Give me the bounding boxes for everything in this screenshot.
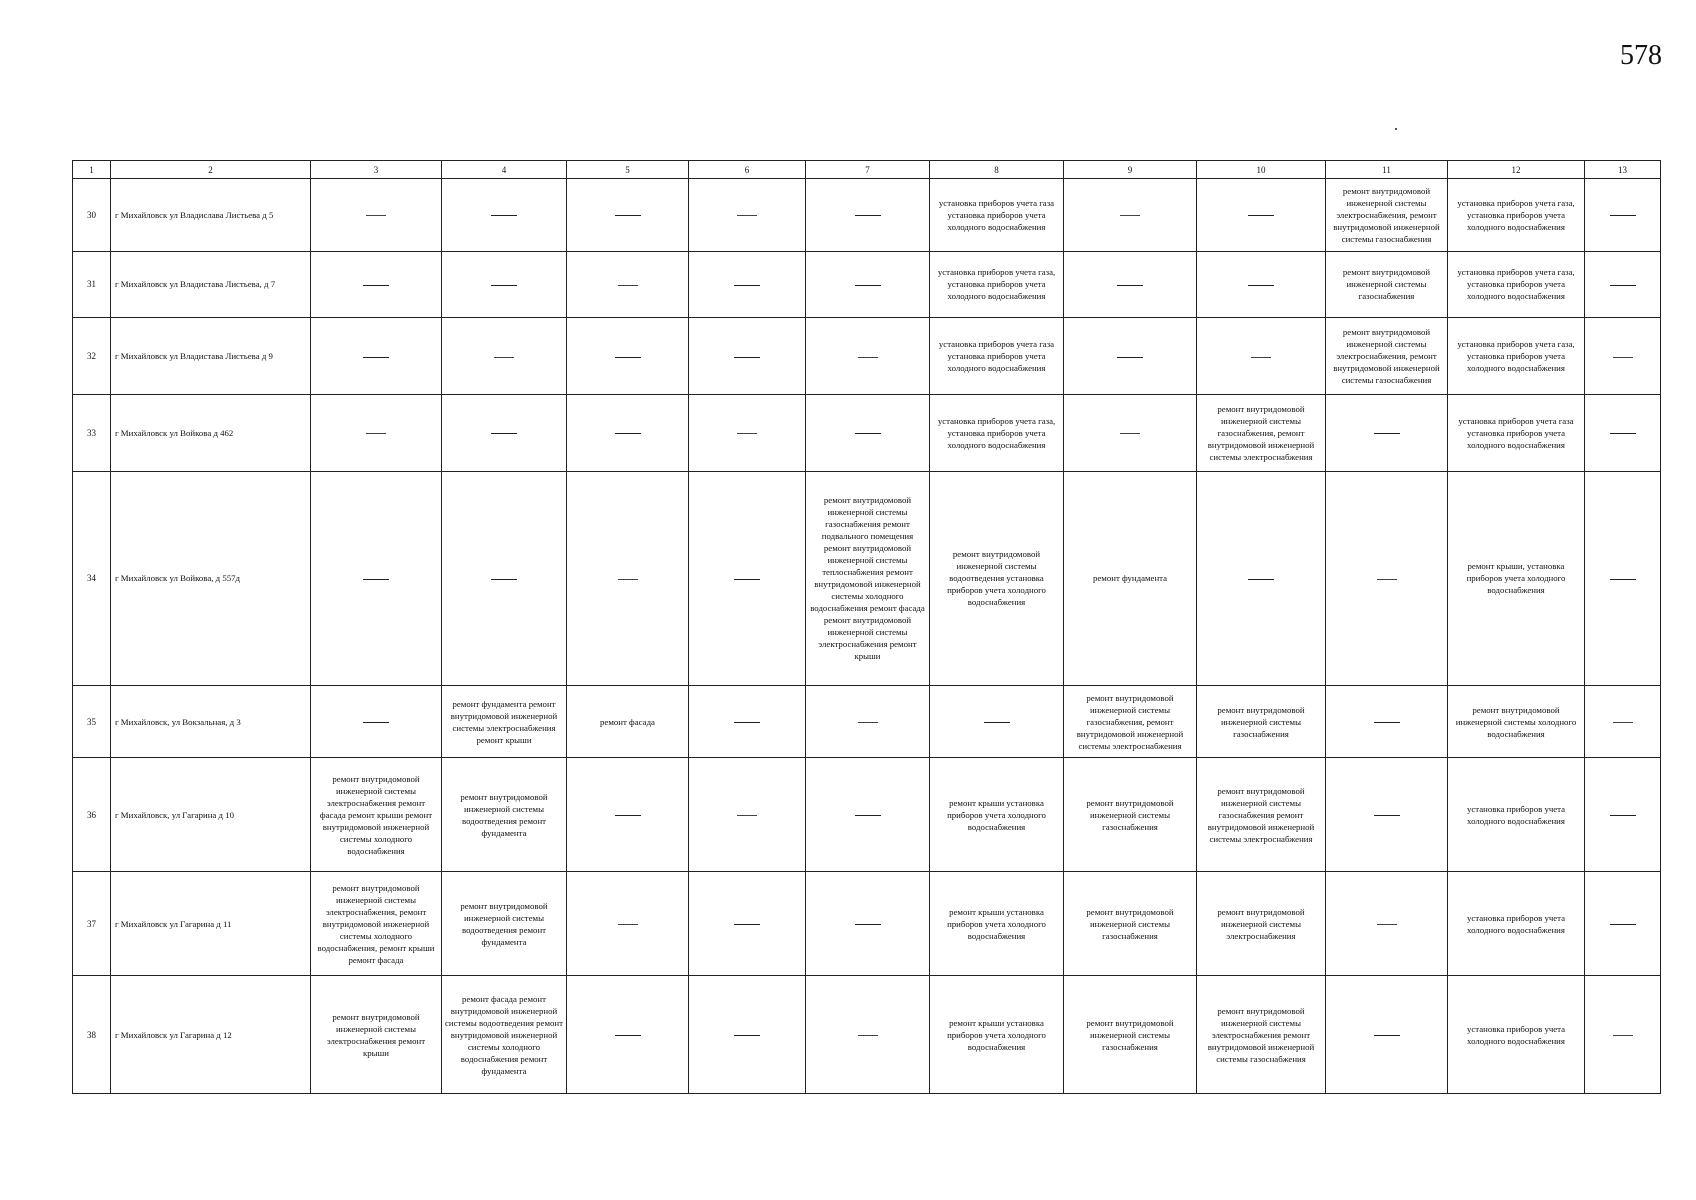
- dash-mark: [734, 722, 760, 723]
- table-row: [73, 318, 1661, 395]
- address-cell: г Михайловск ул Войкова д 462: [111, 395, 311, 472]
- table-row: [73, 871, 1661, 976]
- dash-mark: [615, 1035, 641, 1036]
- empty-dash-cell: [1585, 251, 1661, 317]
- work-cell: ремонт внутридомовой инженерной системы газоснабжения ремонт внутридомовой инженерной системы электроснабжения: [1197, 758, 1326, 871]
- work-cell: установка приборов учета газа установка приборов учета холодного водоснабжения: [930, 318, 1064, 395]
- table-row: [73, 251, 1661, 317]
- address-cell: г Михайловск, ул Гагарина д 10: [111, 758, 311, 871]
- empty-dash-cell: [567, 179, 689, 252]
- table-row: [73, 685, 1661, 758]
- table-row: [73, 758, 1661, 871]
- empty-dash-cell: [1064, 179, 1197, 252]
- dash-mark: [858, 1035, 878, 1036]
- dash-mark: [1117, 285, 1143, 286]
- empty-dash-cell: [1585, 471, 1661, 685]
- empty-dash-cell: [442, 318, 567, 395]
- empty-dash-cell: [311, 179, 442, 252]
- empty-dash-cell: [567, 471, 689, 685]
- dash-mark: [855, 215, 881, 216]
- dash-mark: [737, 215, 757, 216]
- empty-dash-cell: [806, 685, 930, 758]
- col-header: 13: [1585, 161, 1661, 179]
- col-header: 11: [1326, 161, 1448, 179]
- dash-mark: [615, 215, 641, 216]
- work-cell: ремонт фасада ремонт внутридомовой инженерной системы водоотведения ремонт внутридомовой инженерной системы холодного водоснабжения ремонт фундамента: [442, 976, 567, 1094]
- dash-mark: [1248, 215, 1274, 216]
- dash-mark: [855, 815, 881, 816]
- dash-mark: [491, 579, 517, 580]
- dash-mark: [858, 722, 878, 723]
- dash-mark: [734, 285, 760, 286]
- col-header: 2: [111, 161, 311, 179]
- work-cell: ремонт внутридомовой инженерной системы электроснабжения ремонт внутридомовой инженерной системы газоснабжения: [1197, 976, 1326, 1094]
- work-cell: ремонт фундамента ремонт внутридомовой инженерной системы электроснабжения ремонт крыши: [442, 685, 567, 758]
- address-cell: г Михайловск ул Гагарина д 12: [111, 976, 311, 1094]
- dash-mark: [1248, 579, 1274, 580]
- work-cell: ремонт внутридомовой инженерной системы газоснабжения, ремонт внутридомовой инженерной системы электроснабжения: [1064, 685, 1197, 758]
- row-number: 33: [73, 395, 111, 472]
- dash-mark: [1374, 433, 1400, 434]
- address-cell: г Михайловск ул Владислава Листьева д 5: [111, 179, 311, 252]
- header-row: [73, 161, 1661, 179]
- col-header: 3: [311, 161, 442, 179]
- row-number: 36: [73, 758, 111, 871]
- work-cell: ремонт внутридомовой инженерной системы газоснабжения: [1326, 251, 1448, 317]
- table-row: [73, 471, 1661, 685]
- dash-mark: [855, 285, 881, 286]
- empty-dash-cell: [311, 318, 442, 395]
- empty-dash-cell: [1585, 758, 1661, 871]
- work-cell: установка приборов учета газа установка приборов учета холодного водоснабжения: [1448, 395, 1585, 472]
- row-number: 30: [73, 179, 111, 252]
- empty-dash-cell: [1064, 318, 1197, 395]
- work-cell: ремонт внутридомовой инженерной системы газоснабжения: [1064, 758, 1197, 871]
- dash-mark: [615, 357, 641, 358]
- empty-dash-cell: [1197, 318, 1326, 395]
- empty-dash-cell: [442, 395, 567, 472]
- col-header: 9: [1064, 161, 1197, 179]
- dash-mark: [366, 215, 386, 216]
- empty-dash-cell: [806, 318, 930, 395]
- empty-dash-cell: [1585, 318, 1661, 395]
- empty-dash-cell: [1585, 685, 1661, 758]
- empty-dash-cell: [806, 871, 930, 976]
- dash-mark: [615, 433, 641, 434]
- empty-dash-cell: [1585, 395, 1661, 472]
- empty-dash-cell: [311, 251, 442, 317]
- dash-mark: [1377, 579, 1397, 580]
- work-cell: установка приборов учета газа установка приборов учета холодного водоснабжения: [930, 179, 1064, 252]
- empty-dash-cell: [1585, 179, 1661, 252]
- row-number: 38: [73, 976, 111, 1094]
- repair-schedule-table: [72, 160, 1661, 1094]
- work-cell: ремонт внутридомовой инженерной системы электроснабжения, ремонт внутридомовой инженерной системы газоснабжения: [1326, 179, 1448, 252]
- dash-mark: [1374, 815, 1400, 816]
- empty-dash-cell: [930, 685, 1064, 758]
- empty-dash-cell: [1064, 395, 1197, 472]
- dash-mark: [615, 815, 641, 816]
- col-header: 5: [567, 161, 689, 179]
- empty-dash-cell: [689, 685, 806, 758]
- empty-dash-cell: [1585, 871, 1661, 976]
- col-header: 8: [930, 161, 1064, 179]
- work-cell: установка приборов учета холодного водоснабжения: [1448, 871, 1585, 976]
- dash-mark: [491, 433, 517, 434]
- work-cell: ремонт внутридомовой инженерной системы электроснабжения: [1197, 871, 1326, 976]
- dash-mark: [1610, 924, 1636, 925]
- empty-dash-cell: [806, 251, 930, 317]
- dash-mark: [366, 433, 386, 434]
- dash-mark: [1251, 357, 1271, 358]
- work-cell: ремонт внутридомовой инженерной системы холодного водоснабжения: [1448, 685, 1585, 758]
- dash-mark: [1610, 579, 1636, 580]
- work-cell: ремонт внутридомовой инженерной системы газоснабжения ремонт подвального помещения ремонт внутридомовой инженерной системы теплоснабжения ремонт внутридомовой инженерной системы холодного водоснабжения ремонт фасада ремонт внутридомовой инженерной системы электроснабжения ремонт крыши: [806, 471, 930, 685]
- work-cell: ремонт крыши установка приборов учета холодного водоснабжения: [930, 758, 1064, 871]
- row-number: 37: [73, 871, 111, 976]
- dash-mark: [1248, 285, 1274, 286]
- dash-mark: [1613, 722, 1633, 723]
- work-cell: ремонт внутридомовой инженерной системы водоотведения ремонт фундамента: [442, 871, 567, 976]
- dash-mark: [984, 722, 1010, 723]
- table-row: [73, 976, 1661, 1094]
- dash-mark: [618, 579, 638, 580]
- dash-mark: [734, 357, 760, 358]
- work-cell: ремонт фундамента: [1064, 471, 1197, 685]
- dash-mark: [1613, 357, 1633, 358]
- dash-mark: [855, 924, 881, 925]
- work-cell: установка приборов учета холодного водоснабжения: [1448, 976, 1585, 1094]
- empty-dash-cell: [1197, 471, 1326, 685]
- col-header: 12: [1448, 161, 1585, 179]
- col-header: 6: [689, 161, 806, 179]
- col-header: 1: [73, 161, 111, 179]
- dash-mark: [1610, 433, 1636, 434]
- empty-dash-cell: [689, 318, 806, 395]
- work-cell: ремонт крыши установка приборов учета холодного водоснабжения: [930, 976, 1064, 1094]
- empty-dash-cell: [567, 251, 689, 317]
- work-cell: ремонт внутридомовой инженерной системы газоснабжения: [1064, 976, 1197, 1094]
- dash-mark: [1377, 924, 1397, 925]
- empty-dash-cell: [442, 471, 567, 685]
- empty-dash-cell: [689, 179, 806, 252]
- empty-dash-cell: [567, 395, 689, 472]
- empty-dash-cell: [1197, 251, 1326, 317]
- work-cell: ремонт внутридомовой инженерной системы электроснабжения ремонт фасада ремонт крыши ремонт внутридомовой инженерной системы холодного водоснабжения: [311, 758, 442, 871]
- work-cell: ремонт внутридомовой инженерной системы газоснабжения, ремонт внутридомовой инженерной системы электроснабжения: [1197, 395, 1326, 472]
- dash-mark: [1610, 285, 1636, 286]
- empty-dash-cell: [806, 395, 930, 472]
- work-cell: ремонт крыши, установка приборов учета холодного водоснабжения: [1448, 471, 1585, 685]
- dash-mark: [734, 924, 760, 925]
- work-cell: ремонт внутридомовой инженерной системы электроснабжения, ремонт внутридомовой инженерной системы газоснабжения: [1326, 318, 1448, 395]
- dash-mark: [363, 579, 389, 580]
- empty-dash-cell: [1585, 976, 1661, 1094]
- empty-dash-cell: [689, 758, 806, 871]
- scan-speck: [1395, 128, 1397, 130]
- empty-dash-cell: [689, 871, 806, 976]
- dash-mark: [1613, 1035, 1633, 1036]
- row-number: 31: [73, 251, 111, 317]
- dash-mark: [618, 924, 638, 925]
- row-number: 34: [73, 471, 111, 685]
- empty-dash-cell: [806, 179, 930, 252]
- dash-mark: [1120, 433, 1140, 434]
- address-cell: г Михайловск ул Владистава Листьева, д 7: [111, 251, 311, 317]
- address-cell: г Михайловск, ул Вокзальная, д 3: [111, 685, 311, 758]
- empty-dash-cell: [1326, 976, 1448, 1094]
- empty-dash-cell: [1197, 179, 1326, 252]
- work-cell: установка приборов учета газа, установка приборов учета холодного водоснабжения: [930, 395, 1064, 472]
- dash-mark: [494, 357, 514, 358]
- work-cell: ремонт внутридомовой инженерной системы газоснабжения: [1197, 685, 1326, 758]
- empty-dash-cell: [567, 871, 689, 976]
- dash-mark: [737, 815, 757, 816]
- empty-dash-cell: [1326, 871, 1448, 976]
- dash-mark: [734, 579, 760, 580]
- empty-dash-cell: [689, 251, 806, 317]
- empty-dash-cell: [567, 976, 689, 1094]
- empty-dash-cell: [806, 976, 930, 1094]
- col-header: 7: [806, 161, 930, 179]
- empty-dash-cell: [567, 318, 689, 395]
- page-number: 578: [1620, 40, 1662, 71]
- col-header: 4: [442, 161, 567, 179]
- work-cell: ремонт внутридомовой инженерной системы водоотведения установка приборов учета холодного водоснабжения: [930, 471, 1064, 685]
- empty-dash-cell: [311, 685, 442, 758]
- work-cell: установка приборов учета газа, установка приборов учета холодного водоснабжения: [1448, 318, 1585, 395]
- dash-mark: [737, 433, 757, 434]
- row-number: 35: [73, 685, 111, 758]
- dash-mark: [1120, 215, 1140, 216]
- empty-dash-cell: [1326, 395, 1448, 472]
- dash-mark: [1374, 722, 1400, 723]
- address-cell: г Михайловск ул Владистава Листьева д 9: [111, 318, 311, 395]
- work-cell: установка приборов учета газа, установка приборов учета холодного водоснабжения: [930, 251, 1064, 317]
- empty-dash-cell: [689, 976, 806, 1094]
- empty-dash-cell: [1326, 758, 1448, 871]
- empty-dash-cell: [311, 471, 442, 685]
- empty-dash-cell: [806, 758, 930, 871]
- work-cell: установка приборов учета газа, установка приборов учета холодного водоснабжения: [1448, 179, 1585, 252]
- table-row: [73, 179, 1661, 252]
- empty-dash-cell: [1326, 471, 1448, 685]
- work-cell: ремонт внутридомовой инженерной системы электроснабжения ремонт крыши: [311, 976, 442, 1094]
- dash-mark: [1117, 357, 1143, 358]
- address-cell: г Михайловск ул Войкова, д 557д: [111, 471, 311, 685]
- work-cell: установка приборов учета газа, установка приборов учета холодного водоснабжения: [1448, 251, 1585, 317]
- dash-mark: [1610, 215, 1636, 216]
- work-cell: установка приборов учета холодного водоснабжения: [1448, 758, 1585, 871]
- dash-mark: [858, 357, 878, 358]
- dash-mark: [1610, 815, 1636, 816]
- empty-dash-cell: [442, 251, 567, 317]
- empty-dash-cell: [311, 395, 442, 472]
- dash-mark: [363, 357, 389, 358]
- dash-mark: [491, 215, 517, 216]
- empty-dash-cell: [689, 395, 806, 472]
- col-header: 10: [1197, 161, 1326, 179]
- row-number: 32: [73, 318, 111, 395]
- dash-mark: [363, 722, 389, 723]
- empty-dash-cell: [1326, 685, 1448, 758]
- dash-mark: [363, 285, 389, 286]
- work-cell: ремонт внутридомовой инженерной системы электроснабжения, ремонт внутридомовой инженерной системы холодного водоснабжения, ремонт крыши ремонт фасада: [311, 871, 442, 976]
- dash-mark: [1374, 1035, 1400, 1036]
- empty-dash-cell: [1064, 251, 1197, 317]
- address-cell: г Михайловск ул Гагарина д 11: [111, 871, 311, 976]
- empty-dash-cell: [442, 179, 567, 252]
- table-row: [73, 395, 1661, 472]
- work-cell: ремонт крыши установка приборов учета холодного водоснабжения: [930, 871, 1064, 976]
- empty-dash-cell: [567, 758, 689, 871]
- dash-mark: [618, 285, 638, 286]
- work-cell: ремонт внутридомовой инженерной системы газоснабжения: [1064, 871, 1197, 976]
- work-cell: ремонт внутридомовой инженерной системы водоотведения ремонт фундамента: [442, 758, 567, 871]
- dash-mark: [855, 433, 881, 434]
- dash-mark: [491, 285, 517, 286]
- empty-dash-cell: [689, 471, 806, 685]
- dash-mark: [734, 1035, 760, 1036]
- work-cell: ремонт фасада: [567, 685, 689, 758]
